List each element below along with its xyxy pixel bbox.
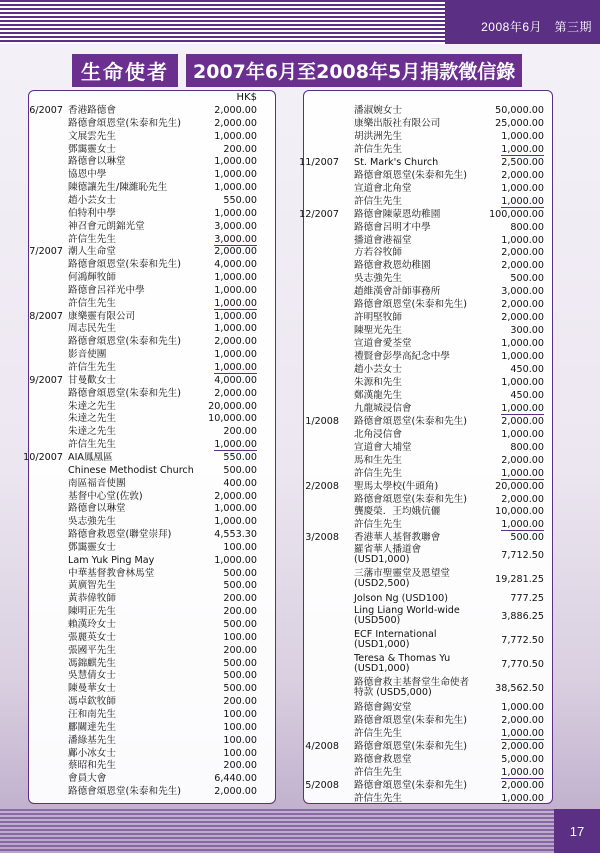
donation-amount: 200.00 bbox=[223, 606, 257, 618]
donation-amount: 100.00 bbox=[223, 541, 257, 553]
donation-amount: 1,000.00 bbox=[501, 727, 544, 739]
donor-name: 許明堅牧師 bbox=[354, 312, 402, 324]
donation-amount: 1,000.00 bbox=[214, 362, 257, 373]
donor-name bbox=[354, 630, 437, 650]
donation-amount: 2,000.00 bbox=[214, 105, 257, 116]
donation-amount: 200.00 bbox=[223, 593, 257, 605]
donor-name: 路德會救恩幼稚園 bbox=[354, 260, 431, 272]
donor-name-line: (USD1,000) bbox=[354, 639, 410, 651]
donor-name: 許信生先生 bbox=[354, 519, 402, 531]
donation-amount: 200.00 bbox=[223, 426, 257, 438]
donation-amount: 1,000.00 bbox=[501, 701, 544, 713]
donation-amount: 10,000.00 bbox=[208, 413, 257, 425]
donor-name: 潘淑婉女士 bbox=[354, 105, 402, 116]
donation-amount: 200.00 bbox=[223, 143, 257, 155]
donation-amount: 1,000.00 bbox=[214, 169, 257, 181]
donation-amount: 1,000.00 bbox=[501, 467, 544, 479]
donation-amount: 2,000.00 bbox=[214, 490, 257, 502]
donation-amount: 1,000.00 bbox=[501, 338, 544, 350]
donation-amount: 2,000.00 bbox=[501, 779, 544, 791]
donor-name: Lam Yuk Ping May bbox=[68, 554, 155, 566]
donor-name: 康樂出版社有限公司 bbox=[354, 117, 441, 129]
donation-amount: 1,000.00 bbox=[214, 323, 257, 335]
donor-name: 馮錦麒先生 bbox=[68, 657, 116, 669]
donation-list-left bbox=[23, 90, 276, 804]
donor-name-line: ECF International bbox=[354, 629, 437, 641]
donor-name: 趙小芸女士 bbox=[354, 364, 402, 375]
donation-amount: 2,500.00 bbox=[501, 156, 544, 168]
donation-amount: 2,000.00 bbox=[214, 786, 257, 798]
donation-amount: 100.00 bbox=[223, 631, 257, 643]
page-number: 17 bbox=[569, 823, 585, 839]
donation-amount: 4,553.30 bbox=[214, 529, 257, 541]
donation-amount: 2,000.00 bbox=[501, 260, 544, 272]
donor-name: 禮賢會彭學高紀念中學 bbox=[354, 351, 450, 363]
donor-name: 路德會頌恩堂(朱泰和先生) bbox=[354, 779, 468, 791]
donor-name-line: (USD1,000) bbox=[354, 554, 410, 566]
donor-name: Chinese Methodist Church bbox=[68, 464, 194, 476]
donor-name: 香港華人基督教聯會 bbox=[354, 532, 441, 544]
donor-name: 趙維漢會計師事務所 bbox=[354, 286, 441, 298]
donation-amount: 6,440.00 bbox=[214, 773, 257, 785]
donation-amount: 1,000.00 bbox=[214, 310, 257, 322]
donor-name: 汪和南先生 bbox=[68, 708, 116, 720]
donor-name: 宣道會大埔堂 bbox=[354, 441, 412, 453]
donor-name-line: Teresa & Thomas Yu bbox=[354, 653, 451, 665]
donation-amount: 25,000.00 bbox=[495, 117, 544, 129]
donor-name: 路德會頌恩堂(朱泰和先生) bbox=[354, 493, 468, 505]
donor-name: 神召會元朗錦光堂 bbox=[68, 220, 145, 232]
donation-amount: 1,000.00 bbox=[214, 503, 257, 515]
donor-name: 朱達之先生 bbox=[68, 426, 116, 438]
donation-amount: 2,000.00 bbox=[214, 117, 257, 129]
donation-amount: 1,000.00 bbox=[501, 792, 544, 804]
donation-amount: 1,000.00 bbox=[214, 272, 257, 284]
donor-name: 陳明正先生 bbox=[68, 606, 116, 618]
currency-header: HK$ bbox=[236, 92, 257, 103]
donor-name: 路德會救恩堂 bbox=[354, 753, 412, 765]
donor-name bbox=[354, 654, 450, 674]
donor-name: 陳曼華女士 bbox=[68, 683, 116, 695]
donation-amount: 1,000.00 bbox=[501, 130, 544, 142]
donor-name: 文展雲先生 bbox=[68, 130, 116, 142]
ledger-date: 5/2008 bbox=[305, 779, 339, 791]
donor-name: 宣道會北角堂 bbox=[354, 182, 412, 194]
donor-name: 陳德讓先生/陳濰恥先生 bbox=[68, 182, 168, 194]
donation-amount: 2,000.00 bbox=[214, 246, 257, 258]
donation-amount: 7,770.50 bbox=[501, 659, 544, 671]
donation-amount: 500.00 bbox=[510, 532, 544, 544]
donor-name: 賴漢玲女士 bbox=[68, 619, 116, 630]
donor-name-line: 羅省華人播道會 bbox=[354, 544, 422, 556]
donor-name: 路德會頌恩堂(朱泰和先生) bbox=[354, 169, 468, 181]
donor-name: 朱源和先生 bbox=[354, 376, 402, 388]
donation-amount: 300.00 bbox=[510, 325, 544, 337]
donor-name: 吳志強先生 bbox=[68, 516, 116, 528]
donation-amount: 1,000.00 bbox=[214, 156, 257, 168]
donor-name: 黃恭偉牧師 bbox=[68, 593, 116, 605]
donor-name bbox=[354, 678, 469, 698]
ledger-date: 2/2008 bbox=[305, 480, 339, 492]
donor-name: 許信生先生 bbox=[354, 727, 402, 739]
donor-name: 鄧靄靈女士 bbox=[68, 541, 116, 553]
donor-name: 吳慧倩女士 bbox=[68, 670, 116, 682]
donation-amount: 550.00 bbox=[223, 451, 257, 463]
donor-name: 馮卓欽牧師 bbox=[68, 696, 116, 708]
donor-name bbox=[354, 606, 460, 626]
donation-amount: 50,000.00 bbox=[495, 105, 544, 116]
donor-name-line: (USD2,500) bbox=[354, 578, 410, 590]
donor-name-line: (USD1,000) bbox=[354, 663, 410, 675]
donation-amount: 500.00 bbox=[223, 657, 257, 669]
donation-amount: 100.00 bbox=[223, 747, 257, 759]
page-title: 2007年6月至2008年5月捐款徵信錄 bbox=[186, 54, 522, 87]
donor-name bbox=[354, 569, 450, 589]
donor-name-line: 特款 (USD5,000) bbox=[354, 687, 432, 699]
donor-name: 周志民先生 bbox=[68, 323, 116, 335]
donation-amount: 2,000.00 bbox=[501, 493, 544, 505]
donor-name: 路德會呂祥光中學 bbox=[68, 284, 145, 296]
donation-amount: 1,000.00 bbox=[501, 195, 544, 207]
donation-amount: 500.00 bbox=[223, 619, 257, 630]
donation-amount: 200.00 bbox=[223, 760, 257, 772]
donation-amount: 450.00 bbox=[510, 389, 544, 401]
donation-amount: 2,000.00 bbox=[501, 299, 544, 311]
donor-name: 潮人生命堂 bbox=[68, 246, 116, 258]
ledger-date: 7/2007 bbox=[29, 246, 63, 258]
donor-name: 許信生先生 bbox=[68, 233, 116, 245]
issue-badge bbox=[445, 0, 600, 44]
donor-name: 張麗英女士 bbox=[68, 631, 116, 643]
donation-amount: 10,000.00 bbox=[495, 506, 544, 518]
ledger-date: 4/2008 bbox=[305, 740, 339, 752]
donor-name: 路德會頌恩堂(朱泰和先生) bbox=[354, 415, 468, 427]
donation-amount: 1,000.00 bbox=[501, 376, 544, 388]
donation-amount: 1,000.00 bbox=[214, 554, 257, 566]
donation-amount: 1,000.00 bbox=[501, 766, 544, 778]
donation-amount: 1,000.00 bbox=[214, 130, 257, 142]
donor-name: AIA鳳凰區 bbox=[68, 451, 113, 463]
donor-name: 朱達之先生 bbox=[68, 400, 116, 412]
donation-amount: 100.00 bbox=[223, 721, 257, 733]
donation-amount: 1,000.00 bbox=[214, 516, 257, 528]
donation-amount: 1,000.00 bbox=[214, 439, 257, 451]
donor-name: 北角浸信會 bbox=[354, 428, 402, 440]
donation-amount: 500.00 bbox=[223, 567, 257, 579]
donor-name: 潘綠基先生 bbox=[68, 734, 116, 746]
ledger-date: 10/2007 bbox=[23, 451, 63, 463]
donation-amount: 5,000.00 bbox=[501, 753, 544, 765]
donation-amount: 500.00 bbox=[223, 683, 257, 695]
donor-name: 影音使團 bbox=[68, 349, 107, 361]
donor-name: 龔慶榮．王均娥伉儷 bbox=[354, 506, 441, 518]
donation-amount: 500.00 bbox=[223, 580, 257, 592]
donation-amount: 200.00 bbox=[223, 644, 257, 656]
donation-amount: 2,000.00 bbox=[501, 415, 544, 427]
donation-amount: 7,712.50 bbox=[501, 550, 544, 562]
donation-amount: 1,000.00 bbox=[214, 297, 257, 309]
page-number-box bbox=[554, 809, 600, 853]
donor-name: 中華基督教會林馬堂 bbox=[68, 567, 155, 579]
donor-name: 聖馬太學校(牛頭角) bbox=[354, 480, 439, 492]
donation-amount: 1,000.00 bbox=[214, 182, 257, 194]
donor-name: 協恩中學 bbox=[68, 169, 107, 181]
donor-name: 酈關達先生 bbox=[68, 721, 116, 733]
donation-amount: 1,000.00 bbox=[501, 519, 544, 531]
donor-name-line: (USD500) bbox=[354, 615, 401, 627]
donation-amount: 3,000.00 bbox=[214, 220, 257, 232]
donor-name: 鄭漢龍先生 bbox=[354, 389, 402, 401]
donation-amount: 3,000.00 bbox=[214, 233, 257, 245]
donation-amount: 2,000.00 bbox=[501, 247, 544, 259]
donation-amount: 1,000.00 bbox=[501, 234, 544, 246]
ledger-date: 6/2007 bbox=[29, 105, 63, 116]
donation-amount: 200.00 bbox=[223, 696, 257, 708]
donation-amount: 2,000.00 bbox=[214, 336, 257, 348]
donation-amount: 2,000.00 bbox=[214, 387, 257, 399]
donor-name: 朱達之先生 bbox=[68, 413, 116, 425]
donor-name: 路德會頌恩堂(朱泰和先生) bbox=[354, 714, 468, 726]
donor-name: 南區福音使團 bbox=[68, 477, 126, 489]
donor-name: 胡洪洲先生 bbox=[354, 130, 402, 142]
donor-name: 方若谷牧師 bbox=[354, 247, 402, 259]
donation-amount: 2,000.00 bbox=[501, 740, 544, 752]
donor-name: 路德會陳蒙恩幼稚園 bbox=[354, 208, 441, 220]
donor-name: 張國平先生 bbox=[68, 644, 116, 656]
donation-amount: 1,000.00 bbox=[501, 143, 544, 155]
donation-amount: 2,000.00 bbox=[501, 454, 544, 466]
donor-name: 路德會頌恩堂(朱泰和先生) bbox=[68, 387, 182, 399]
donor-name: 許信生先生 bbox=[354, 766, 402, 778]
donor-name: 許信生先生 bbox=[354, 467, 402, 479]
ledger-date: 9/2007 bbox=[29, 374, 63, 386]
title-row bbox=[0, 50, 600, 86]
donor-name: 路德會頌恩堂(朱泰和先生) bbox=[68, 336, 182, 348]
ledger-date: 1/2008 bbox=[305, 415, 339, 427]
donation-amount: 1,000.00 bbox=[501, 402, 544, 414]
donation-amount: 20,000.00 bbox=[495, 480, 544, 492]
donation-amount: 4,000.00 bbox=[214, 259, 257, 271]
donor-name: St. Mark's Church bbox=[354, 156, 439, 168]
donor-name: 宣道會愛荃堂 bbox=[354, 338, 412, 350]
donor-name: 路德會頌恩堂(朱泰和先生) bbox=[68, 259, 182, 271]
donor-name: 何鴻輝牧師 bbox=[68, 272, 116, 284]
donation-amount: 500.00 bbox=[223, 464, 257, 476]
donation-amount: 450.00 bbox=[510, 364, 544, 375]
donation-amount: 3,000.00 bbox=[501, 286, 544, 298]
donor-name: 路德會頌恩堂(朱泰和先生) bbox=[354, 299, 468, 311]
donor-name-line: 三藩市聖靈堂及恩望堂 bbox=[354, 568, 450, 580]
donor-name: 路德會以琳堂 bbox=[68, 503, 126, 515]
donor-name: 黃廣智先生 bbox=[68, 580, 116, 592]
donor-name: 趙小芸女士 bbox=[68, 194, 116, 206]
donation-amount: 20,000.00 bbox=[208, 400, 257, 412]
ledger-date: 8/2007 bbox=[29, 310, 63, 322]
donor-name: 許信生先生 bbox=[68, 439, 116, 451]
donation-amount: 38,562.50 bbox=[495, 683, 544, 695]
donation-amount: 7,772.50 bbox=[501, 635, 544, 647]
bottom-stripe-band bbox=[0, 809, 554, 853]
donation-amount: 400.00 bbox=[223, 477, 257, 489]
donor-name: 路德會以琳堂 bbox=[68, 156, 126, 168]
donor-name-line: 路德會救主基督堂生命使者 bbox=[354, 677, 470, 689]
ledger-date: 3/2008 bbox=[305, 532, 339, 544]
donation-amount: 1,000.00 bbox=[214, 284, 257, 296]
donor-name: 吳志強先生 bbox=[354, 273, 402, 285]
donation-amount: 800.00 bbox=[510, 221, 544, 233]
donation-amount: 2,000.00 bbox=[501, 169, 544, 181]
donor-name: 蔡昭和先生 bbox=[68, 760, 116, 772]
issue-label: 2008年6月 第三期 bbox=[481, 20, 592, 34]
donation-amount: 3,886.25 bbox=[501, 611, 544, 623]
donation-amount: 1,000.00 bbox=[214, 349, 257, 361]
donation-amount: 2,000.00 bbox=[501, 312, 544, 324]
donor-name: 路德會頌恩堂(朱泰和先生) bbox=[68, 117, 182, 129]
donor-name bbox=[354, 545, 421, 565]
donation-amount: 100.00 bbox=[223, 708, 257, 720]
donor-name: 香港路德會 bbox=[68, 105, 116, 116]
donor-name: 路德會頌恩堂(朱泰和先生) bbox=[354, 740, 468, 752]
donor-name: 陳聖光先生 bbox=[354, 325, 402, 337]
donor-name: 許信生先生 bbox=[354, 195, 402, 207]
donation-list-right bbox=[299, 90, 553, 804]
donation-amount: 800.00 bbox=[510, 441, 544, 453]
donation-amount: 550.00 bbox=[223, 194, 257, 206]
donor-name: 路德會呂明才中學 bbox=[354, 221, 431, 233]
donor-name: 許信生先生 bbox=[354, 792, 402, 804]
donor-name: 九龍城浸信會 bbox=[354, 402, 412, 414]
donation-amount: 100.00 bbox=[223, 734, 257, 746]
donor-name: Jolson Ng (USD100) bbox=[354, 593, 448, 605]
donor-name: 甘曼歡女士 bbox=[68, 374, 116, 386]
ledger-date: 11/2007 bbox=[299, 156, 339, 168]
donor-name: 路德會錫安堂 bbox=[354, 701, 412, 713]
donor-name: 許信生先生 bbox=[68, 297, 116, 309]
donor-name: 康樂靈有限公司 bbox=[68, 310, 136, 322]
donation-amount: 1,000.00 bbox=[501, 182, 544, 194]
donor-name: 會員大會 bbox=[68, 773, 107, 785]
ledger-date: 12/2007 bbox=[299, 208, 339, 220]
donor-name: 許信生先生 bbox=[354, 143, 402, 155]
donation-amount: 500.00 bbox=[510, 273, 544, 285]
donor-name: 馬和生先生 bbox=[354, 454, 402, 466]
donor-name: 鄺小冰女士 bbox=[68, 747, 116, 759]
donation-amount: 1,000.00 bbox=[501, 351, 544, 363]
donor-name: 鄧靄靈女士 bbox=[68, 143, 116, 155]
donor-name: 播道會港福堂 bbox=[354, 234, 412, 246]
donation-amount: 100,000.00 bbox=[489, 208, 544, 220]
donation-amount: 4,000.00 bbox=[214, 374, 257, 386]
donation-amount: 500.00 bbox=[223, 670, 257, 682]
donor-name-line: Ling Liang World-wide bbox=[354, 605, 460, 617]
donor-name: 基督中心堂(佐敦) bbox=[68, 490, 143, 502]
section-tag: 生命使者 bbox=[72, 54, 178, 87]
donation-amount: 2,000.00 bbox=[501, 714, 544, 726]
donor-name: 路德會救恩堂(聯堂崇拜) bbox=[68, 529, 172, 541]
donation-amount: 1,000.00 bbox=[501, 428, 544, 440]
donor-name: 路德會頌恩堂(朱泰和先生) bbox=[68, 786, 182, 798]
donation-amount: 19,281.25 bbox=[495, 574, 544, 586]
donor-name: 伯特利中學 bbox=[68, 207, 116, 219]
donor-name: 許信生先生 bbox=[68, 362, 116, 373]
donation-amount: 1,000.00 bbox=[214, 207, 257, 219]
donation-amount: 777.25 bbox=[510, 593, 544, 605]
